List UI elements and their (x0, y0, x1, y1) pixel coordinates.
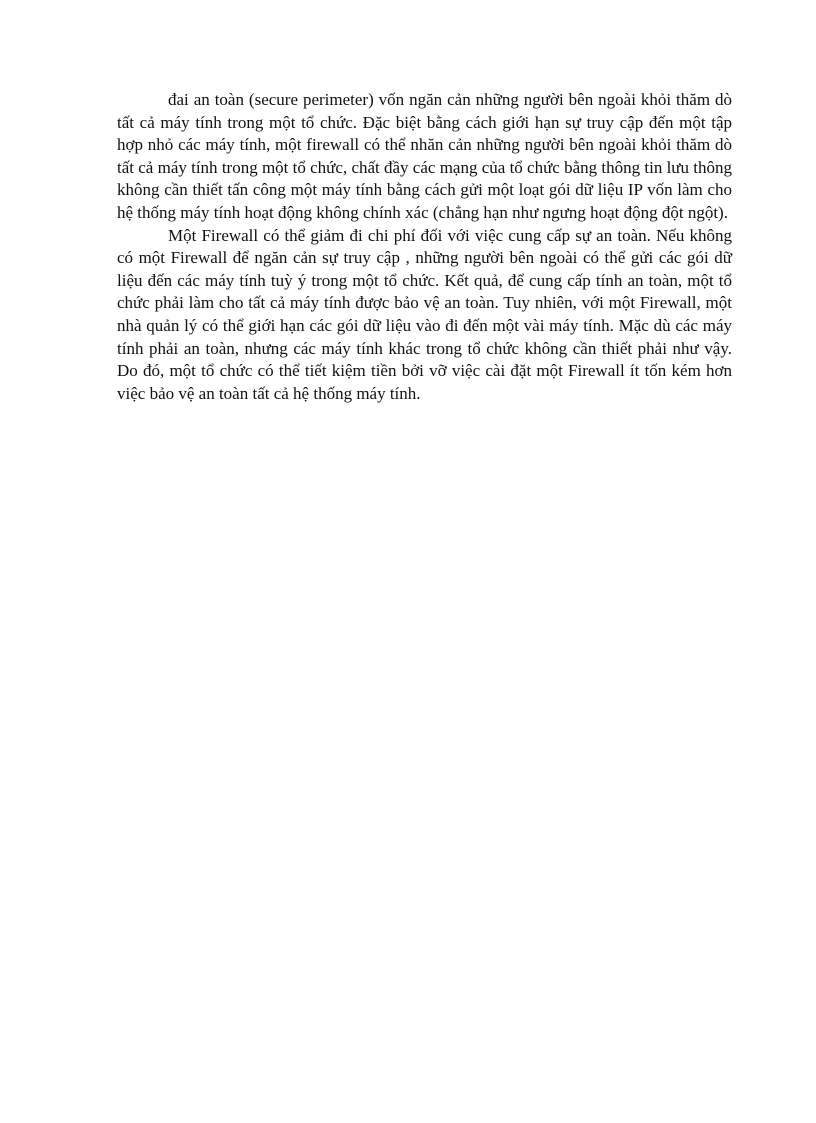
body-paragraph: đai an toàn (secure perimeter) vốn ngăn cản những người bên ngoài khỏi thăm dò tất cả máy tính trong một tổ chức. Đặc biệt bằng cách giới hạn sự truy cập đến một tập hợp nhỏ các máy tính, một firewall có thể nhăn cản những người bên ngoài khỏi thăm dò tất cả máy tính trong một tổ chức, chất đầy các mạng của tổ chức bằng thông tin lưu thông không cần thiết tấn công một máy tính bằng cách gửi một loạt gói dữ liệu IP vốn làm cho hệ thống máy tính hoạt động không chính xác (chẳng hạn như ngưng hoạt động đột ngột). (117, 90, 732, 222)
body-paragraph: Một Firewall có thể giảm đi chi phí đối với việc cung cấp sự an toàn. Nếu không có một Firewall để ngăn cản sự truy cập , những người bên ngoài có thể gửi các gói dữ liệu đến các máy tính tuỳ ý trong một tổ chức. Kết quả, để cung cấp tính an toàn, một tổ chức phải làm cho tất cả máy tính được bảo vệ an toàn. Tuy nhiên, với một Firewall, một nhà quản lý có thể giới hạn các gói dữ liệu vào đi đến một vài máy tính. Mặc dù các máy tính phải an toàn, nhưng các máy tính khác trong tổ chức không cần thiết phải như vậy. Do đó, một tổ chức có thể tiết kiệm tiền bởi vỡ việc cài đặt một Firewall ít tốn kém hơn việc bảo vệ an toàn tất cả hệ thống máy tính. (117, 225, 732, 403)
document-body (117, 89, 732, 405)
